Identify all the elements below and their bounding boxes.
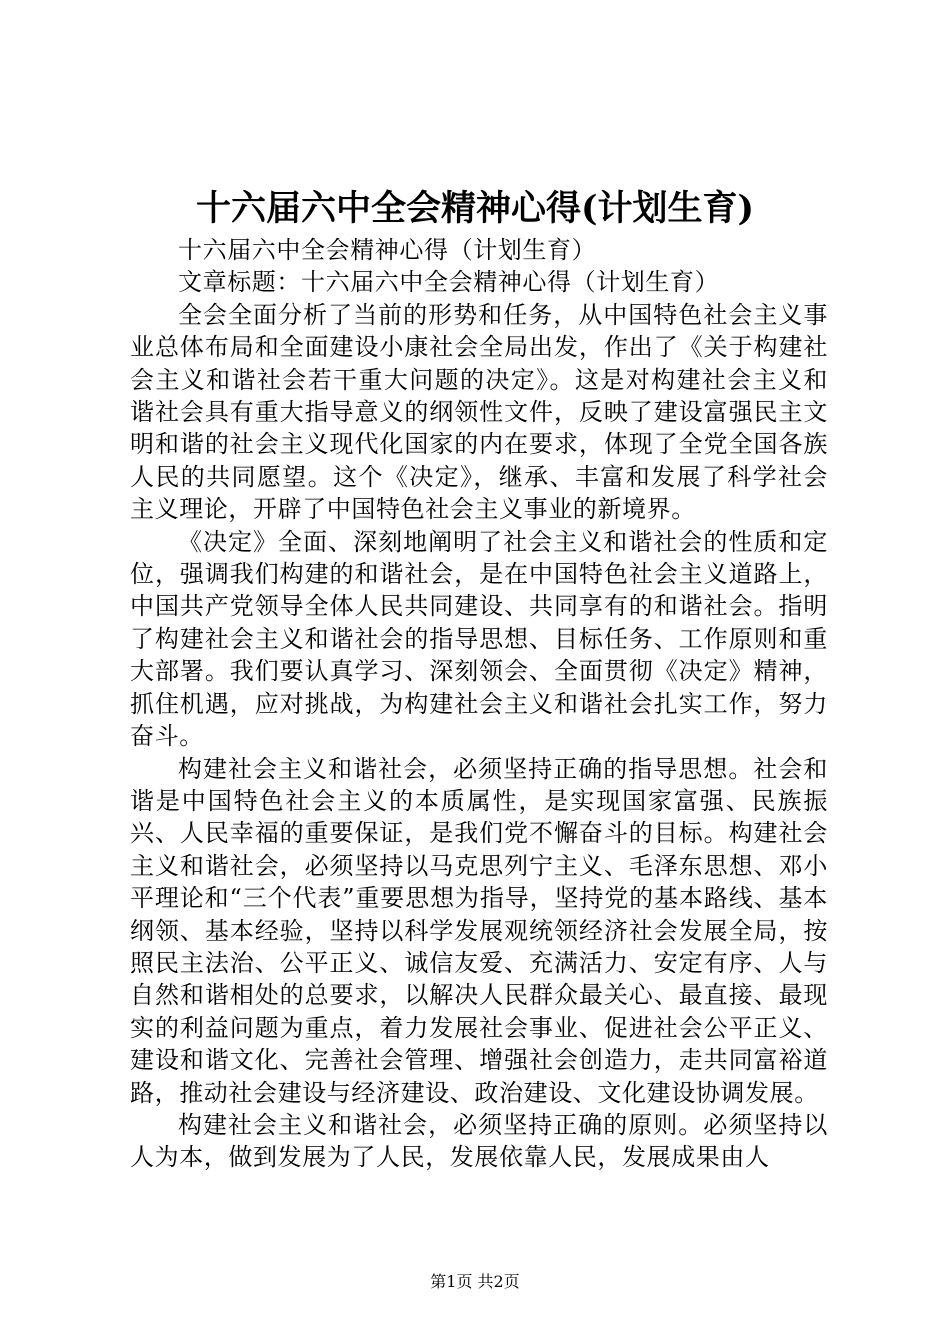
document-body	[130, 234, 828, 1174]
page-footer: 第1页 共2页	[430, 1272, 520, 1291]
paragraph-2: 《决定》全面、深刻地阐明了社会主义和谐社会的性质和定位，强调我们构建的和谐社会，是在中国特色社会主义道路上，中国共产党领导全体人民共同建设、共同享有的和谐社会。指明了构建社会主义和谐社会的指导思想、目标任务、工作原则和重大部署。我们要认真学习、深刻领会、全面贯彻《决定》精神，抓住机遇，应对挑战，为构建社会主义和谐社会扎实工作，努力奋斗。	[130, 527, 828, 751]
paragraph-3: 构建社会主义和谐社会，必须坚持正确的指导思想。社会和谐是中国特色社会主义的本质属性，是实现国家富强、民族振兴、人民幸福的重要保证，是我们党不懈奋斗的目标。构建社会主义和谐社会，必须坚持以马克思列宁主义、毛泽东思想、邓小平理论和“三个代表”重要思想为指导，坚持党的基本路线、基本纲领、基本经验，坚持以科学发展观统领经济社会发展全局，按照民主法治、公平正义、诚信友爱、充满活力、安定有序、人与自然和谐相处的总要求，以解决人民群众最关心、最直接、最现实的利益问题为重点，着力发展社会事业、促进社会公平正义、建设和谐文化、完善社会管理、增强社会创造力，走共同富裕道路，推动社会建设与经济建设、政治建设、文化建设协调发展。	[130, 754, 828, 1107]
paragraph-1: 全会全面分析了当前的形势和任务，从中国特色社会主义事业总体布局和全面建设小康社会全局出发，作出了《关于构建社会主义和谐社会若干重大问题的决定》。这是对构建社会主义和谐社会具有重大指导意义的纲领性文件，反映了建设富强民主文明和谐的社会主义现代化国家的内在要求，体现了全党全国各族人民的共同愿望。这个《决定》，继承、丰富和发展了科学社会主义理论，开辟了中国特色社会主义事业的新境界。	[130, 300, 828, 524]
paragraph-4: 构建社会主义和谐社会，必须坚持正确的原则。必须坚持以人为本，做到发展为了人民，发展依靠人民，发展成果由人	[130, 1110, 828, 1172]
paragraph-subtitle: 十六届六中全会精神心得（计划生育）	[178, 236, 597, 264]
paragraph-article-title: 文章标题：十六届六中全会精神心得（计划生育）	[178, 268, 720, 297]
page-title: 十六届六中全会精神心得(计划生育)	[195, 188, 755, 229]
